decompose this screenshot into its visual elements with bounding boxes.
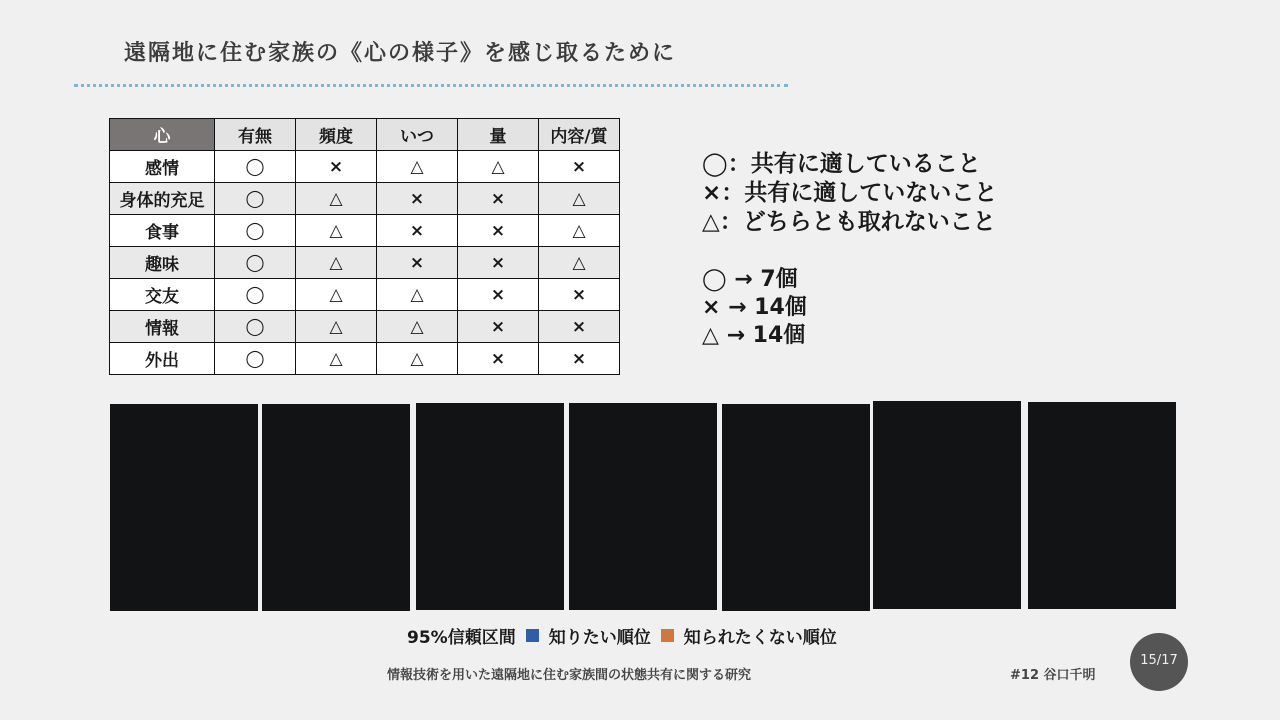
table-cell: ◯ (215, 279, 296, 311)
ci-label: 95%信頼区間 (407, 628, 516, 648)
row-label: 情報 (110, 311, 215, 343)
legend-item: ◯：共有に適していること (702, 151, 981, 177)
notwant-label: 知られたくない順位 (683, 628, 837, 648)
table-cell: △ (377, 343, 458, 375)
heart-table (109, 118, 620, 375)
table-cell: △ (296, 247, 377, 279)
redacted-panel (873, 401, 1021, 609)
table-header: いつ (377, 119, 458, 151)
table-cell: × (458, 343, 539, 375)
table-cell: ◯ (215, 183, 296, 215)
table-row (110, 151, 620, 183)
table-row (110, 343, 620, 375)
table-cell: △ (296, 215, 377, 247)
count-item: × → 14個 (702, 295, 807, 320)
table-cell: △ (539, 215, 620, 247)
table-header: 量 (458, 119, 539, 151)
table-cell: △ (377, 311, 458, 343)
row-label: 食事 (110, 215, 215, 247)
table-cell: △ (539, 247, 620, 279)
table-cell: △ (539, 183, 620, 215)
table-cell: △ (377, 279, 458, 311)
row-label: 外出 (110, 343, 215, 375)
symbol-legend (702, 150, 997, 237)
want-label: 知りたい順位 (548, 628, 651, 648)
footer-author: #12 谷口千明 (1010, 668, 1096, 683)
table-cell: ◯ (215, 343, 296, 375)
table-row (110, 183, 620, 215)
table-cell: × (377, 215, 458, 247)
legend-item: ×：共有に適していないこと (702, 180, 998, 206)
table-row (110, 279, 620, 311)
row-label: 趣味 (110, 247, 215, 279)
redacted-panel (722, 404, 870, 611)
table-cell: × (458, 279, 539, 311)
row-label: 感情 (110, 151, 215, 183)
table-header: 有無 (215, 119, 296, 151)
legend-item: △：どちらとも取れないこと (702, 209, 996, 235)
page-number-text: 15/17 (1140, 652, 1178, 668)
table-row (110, 311, 620, 343)
table-header-corner: 心 (110, 119, 215, 151)
chart-legend (407, 623, 837, 648)
redacted-panel (416, 403, 564, 610)
table-cell: △ (296, 183, 377, 215)
table-cell: ◯ (215, 247, 296, 279)
page-number (1130, 633, 1188, 691)
table-cell: × (458, 311, 539, 343)
row-label: 交友 (110, 279, 215, 311)
redacted-panel (1028, 402, 1176, 609)
table-cell: △ (296, 343, 377, 375)
row-label: 身体的充足 (110, 183, 215, 215)
table-cell: △ (377, 151, 458, 183)
table-cell: ◯ (215, 215, 296, 247)
redacted-panel (262, 404, 410, 611)
table-cell: × (539, 311, 620, 343)
table-header: 内容/質 (539, 119, 620, 151)
table-cell: × (377, 247, 458, 279)
table-cell: × (458, 215, 539, 247)
table-cell: × (458, 247, 539, 279)
table-cell: × (458, 183, 539, 215)
count-item: ◯ → 7個 (702, 267, 798, 292)
table-cell: × (539, 151, 620, 183)
table-cell: △ (458, 151, 539, 183)
table-row (110, 247, 620, 279)
table-cell: × (539, 343, 620, 375)
table-header: 頻度 (296, 119, 377, 151)
table-cell: △ (296, 279, 377, 311)
symbol-counts (702, 266, 807, 350)
notwant-swatch (661, 629, 674, 642)
redacted-panel (569, 403, 717, 610)
want-swatch (526, 629, 539, 642)
slide-title: 遠隔地に住む家族の《心の様子》を感じ取るために (124, 41, 677, 66)
table-row (110, 215, 620, 247)
redacted-panel (110, 404, 258, 611)
table-cell: ◯ (215, 151, 296, 183)
footer-subtitle: 情報技術を用いた遠隔地に住む家族間の状態共有に関する研究 (387, 668, 752, 683)
count-item: △ → 14個 (702, 323, 806, 348)
table-cell: × (377, 183, 458, 215)
title-divider (74, 84, 788, 87)
table-cell: × (296, 151, 377, 183)
table-cell: ◯ (215, 311, 296, 343)
table-cell: △ (296, 311, 377, 343)
table-cell: × (539, 279, 620, 311)
